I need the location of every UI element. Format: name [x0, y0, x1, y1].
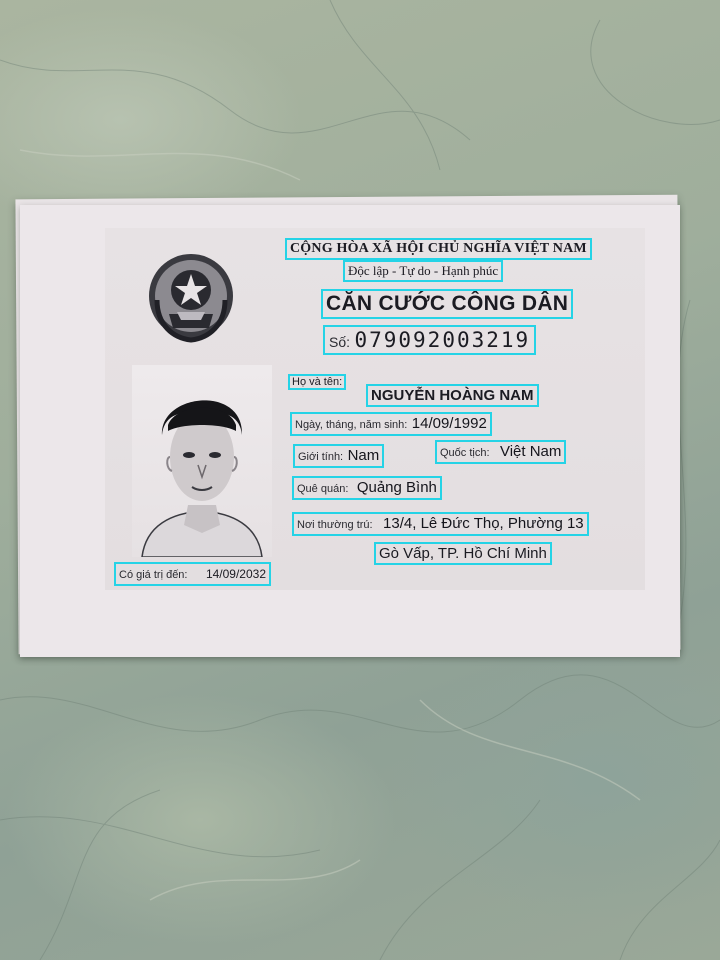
id-number-value: 079092003219 [354, 328, 531, 352]
residence-line-1 [294, 514, 587, 534]
name-label: Họ và tên: [292, 376, 343, 388]
full-name: NGUYỄN HOÀNG NAM [368, 386, 537, 405]
sex-label: Giới tính: [298, 451, 344, 463]
id-number-line [325, 327, 534, 353]
national-motto: Độc lập - Tự do - Hạnh phúc [345, 262, 501, 280]
expiry-line [116, 564, 269, 584]
residence-line-2: Gò Vấp, TP. Hồ Chí Minh [376, 544, 550, 563]
nationality-line [437, 442, 564, 462]
nationality-label: Quốc tịch: [440, 447, 490, 459]
dob-label: Ngày, tháng, năm sinh: [295, 419, 408, 431]
national-emblem-icon [143, 250, 239, 346]
residence-value-1: 13/4, Lê Đức Thọ, Phường 13 [383, 515, 584, 532]
expiry-value: 14/09/2032 [205, 567, 266, 581]
residence-label: Nơi thường trú: [297, 519, 373, 531]
sex-value: Nam [347, 447, 380, 464]
nationality-value: Việt Nam [499, 443, 562, 460]
portrait-photo [132, 365, 272, 557]
id-number-label: Số: [329, 334, 351, 350]
dob-value: 14/09/1992 [411, 415, 487, 432]
person-silhouette-icon [132, 365, 272, 557]
hometown-value: Quảng Bình [356, 479, 437, 496]
country-header: CỘNG HÒA XÃ HỘI CHỦ NGHĨA VIỆT NAM [287, 240, 590, 258]
date-of-birth-line [292, 414, 490, 434]
document-title: CĂN CƯỚC CÔNG DÂN [323, 291, 571, 317]
sex-line [295, 446, 382, 466]
hometown-label: Quê quán: [297, 483, 349, 495]
expiry-label: Có giá trị đến: [119, 569, 188, 581]
hometown-line [294, 478, 440, 498]
